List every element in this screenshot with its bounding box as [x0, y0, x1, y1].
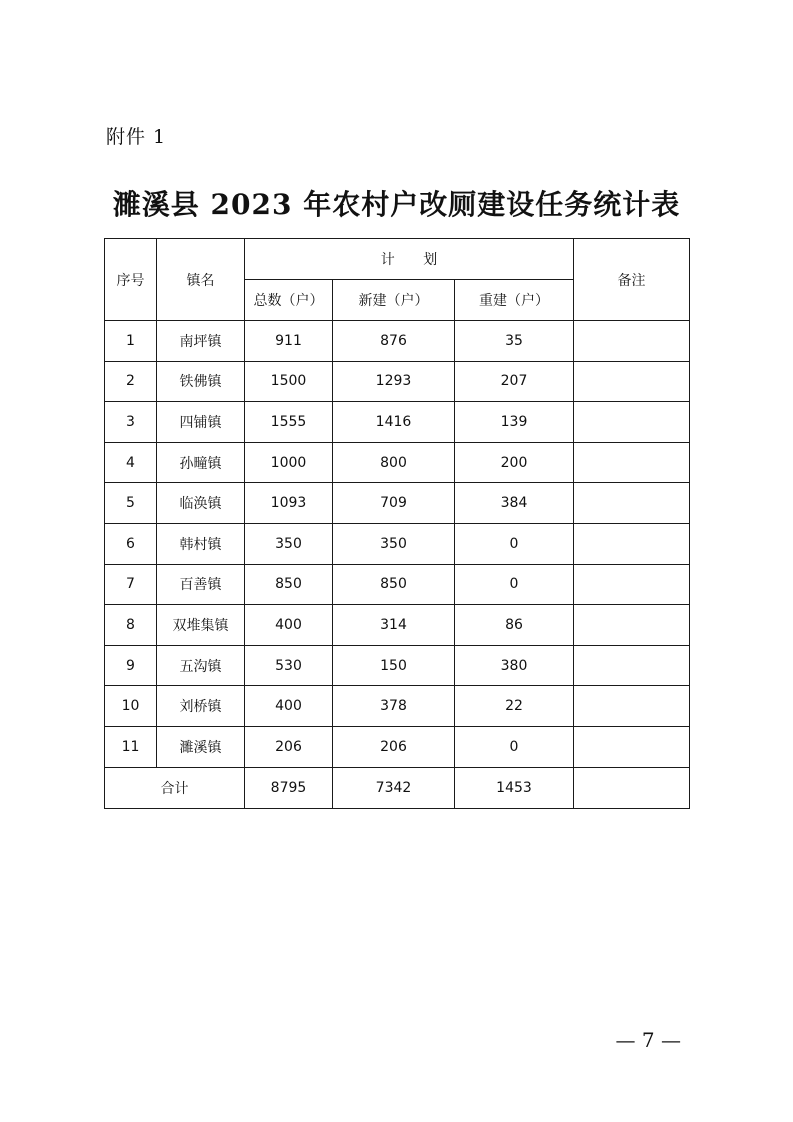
row-rebuild: 22 — [455, 686, 574, 727]
task-statistics-table — [104, 238, 690, 809]
row-index: 8 — [105, 605, 157, 646]
table-row — [105, 645, 690, 686]
row-index: 2 — [105, 361, 157, 402]
table-row — [105, 726, 690, 767]
row-total: 400 — [245, 605, 333, 646]
table-row — [105, 361, 690, 402]
row-town: 双堆集镇 — [157, 605, 245, 646]
table-row — [105, 483, 690, 524]
row-remarks — [574, 726, 690, 767]
header-plan — [245, 239, 574, 280]
row-town: 四铺镇 — [157, 402, 245, 443]
total-row — [105, 767, 690, 808]
table-row — [105, 686, 690, 727]
row-remarks — [574, 361, 690, 402]
row-total: 350 — [245, 523, 333, 564]
row-remarks — [574, 321, 690, 362]
row-index: 9 — [105, 645, 157, 686]
header-plan-label: 计 划 — [380, 252, 450, 268]
total-remarks — [574, 767, 690, 808]
attachment-label: 附件 1 — [106, 126, 167, 148]
row-rebuild: 139 — [455, 402, 574, 443]
row-index: 4 — [105, 442, 157, 483]
header-rebuild: 重建（户） — [455, 280, 574, 321]
table-row — [105, 321, 690, 362]
row-rebuild: 384 — [455, 483, 574, 524]
row-town: 五沟镇 — [157, 645, 245, 686]
row-remarks — [574, 564, 690, 605]
header-remarks: 备注 — [574, 239, 690, 321]
row-total: 1500 — [245, 361, 333, 402]
row-rebuild: 200 — [455, 442, 574, 483]
row-town: 百善镇 — [157, 564, 245, 605]
row-total: 911 — [245, 321, 333, 362]
row-rebuild: 86 — [455, 605, 574, 646]
row-total: 530 — [245, 645, 333, 686]
row-remarks — [574, 402, 690, 443]
row-new-build: 378 — [333, 686, 455, 727]
row-remarks — [574, 605, 690, 646]
row-town: 刘桥镇 — [157, 686, 245, 727]
table-row — [105, 523, 690, 564]
row-new-build: 150 — [333, 645, 455, 686]
total-new-build: 7342 — [333, 767, 455, 808]
row-remarks — [574, 523, 690, 564]
row-index: 5 — [105, 483, 157, 524]
row-index: 7 — [105, 564, 157, 605]
header-total: 总数（户） — [245, 280, 333, 321]
table-row — [105, 402, 690, 443]
row-total: 400 — [245, 686, 333, 727]
row-new-build: 1416 — [333, 402, 455, 443]
page-number: — 7 — — [615, 1028, 681, 1052]
total-total: 8795 — [245, 767, 333, 808]
row-total: 1000 — [245, 442, 333, 483]
row-index: 3 — [105, 402, 157, 443]
table-row — [105, 564, 690, 605]
row-new-build: 350 — [333, 523, 455, 564]
table-row — [105, 442, 690, 483]
row-index: 6 — [105, 523, 157, 564]
row-town: 临涣镇 — [157, 483, 245, 524]
row-remarks — [574, 645, 690, 686]
row-index: 10 — [105, 686, 157, 727]
header-index: 序号 — [105, 239, 157, 321]
row-new-build: 800 — [333, 442, 455, 483]
row-rebuild: 207 — [455, 361, 574, 402]
row-town: 濉溪镇 — [157, 726, 245, 767]
total-label: 合计 — [105, 767, 245, 808]
row-remarks — [574, 483, 690, 524]
row-town: 铁佛镇 — [157, 361, 245, 402]
row-rebuild: 35 — [455, 321, 574, 362]
total-rebuild: 1453 — [455, 767, 574, 808]
row-index: 1 — [105, 321, 157, 362]
row-total: 1555 — [245, 402, 333, 443]
row-town: 韩村镇 — [157, 523, 245, 564]
row-index: 11 — [105, 726, 157, 767]
header-new-build: 新建（户） — [333, 280, 455, 321]
row-rebuild: 380 — [455, 645, 574, 686]
table-row — [105, 605, 690, 646]
row-new-build: 876 — [333, 321, 455, 362]
row-total: 850 — [245, 564, 333, 605]
row-remarks — [574, 442, 690, 483]
row-rebuild: 0 — [455, 726, 574, 767]
row-new-build: 709 — [333, 483, 455, 524]
row-new-build: 206 — [333, 726, 455, 767]
row-rebuild: 0 — [455, 523, 574, 564]
row-town: 孙疃镇 — [157, 442, 245, 483]
document-title: 濉溪县 2023 年农村户改厕建设任务统计表 — [112, 188, 681, 221]
row-town: 南坪镇 — [157, 321, 245, 362]
header-town: 镇名 — [157, 239, 245, 321]
row-new-build: 850 — [333, 564, 455, 605]
row-new-build: 1293 — [333, 361, 455, 402]
row-rebuild: 0 — [455, 564, 574, 605]
row-new-build: 314 — [333, 605, 455, 646]
row-remarks — [574, 686, 690, 727]
row-total: 206 — [245, 726, 333, 767]
row-total: 1093 — [245, 483, 333, 524]
